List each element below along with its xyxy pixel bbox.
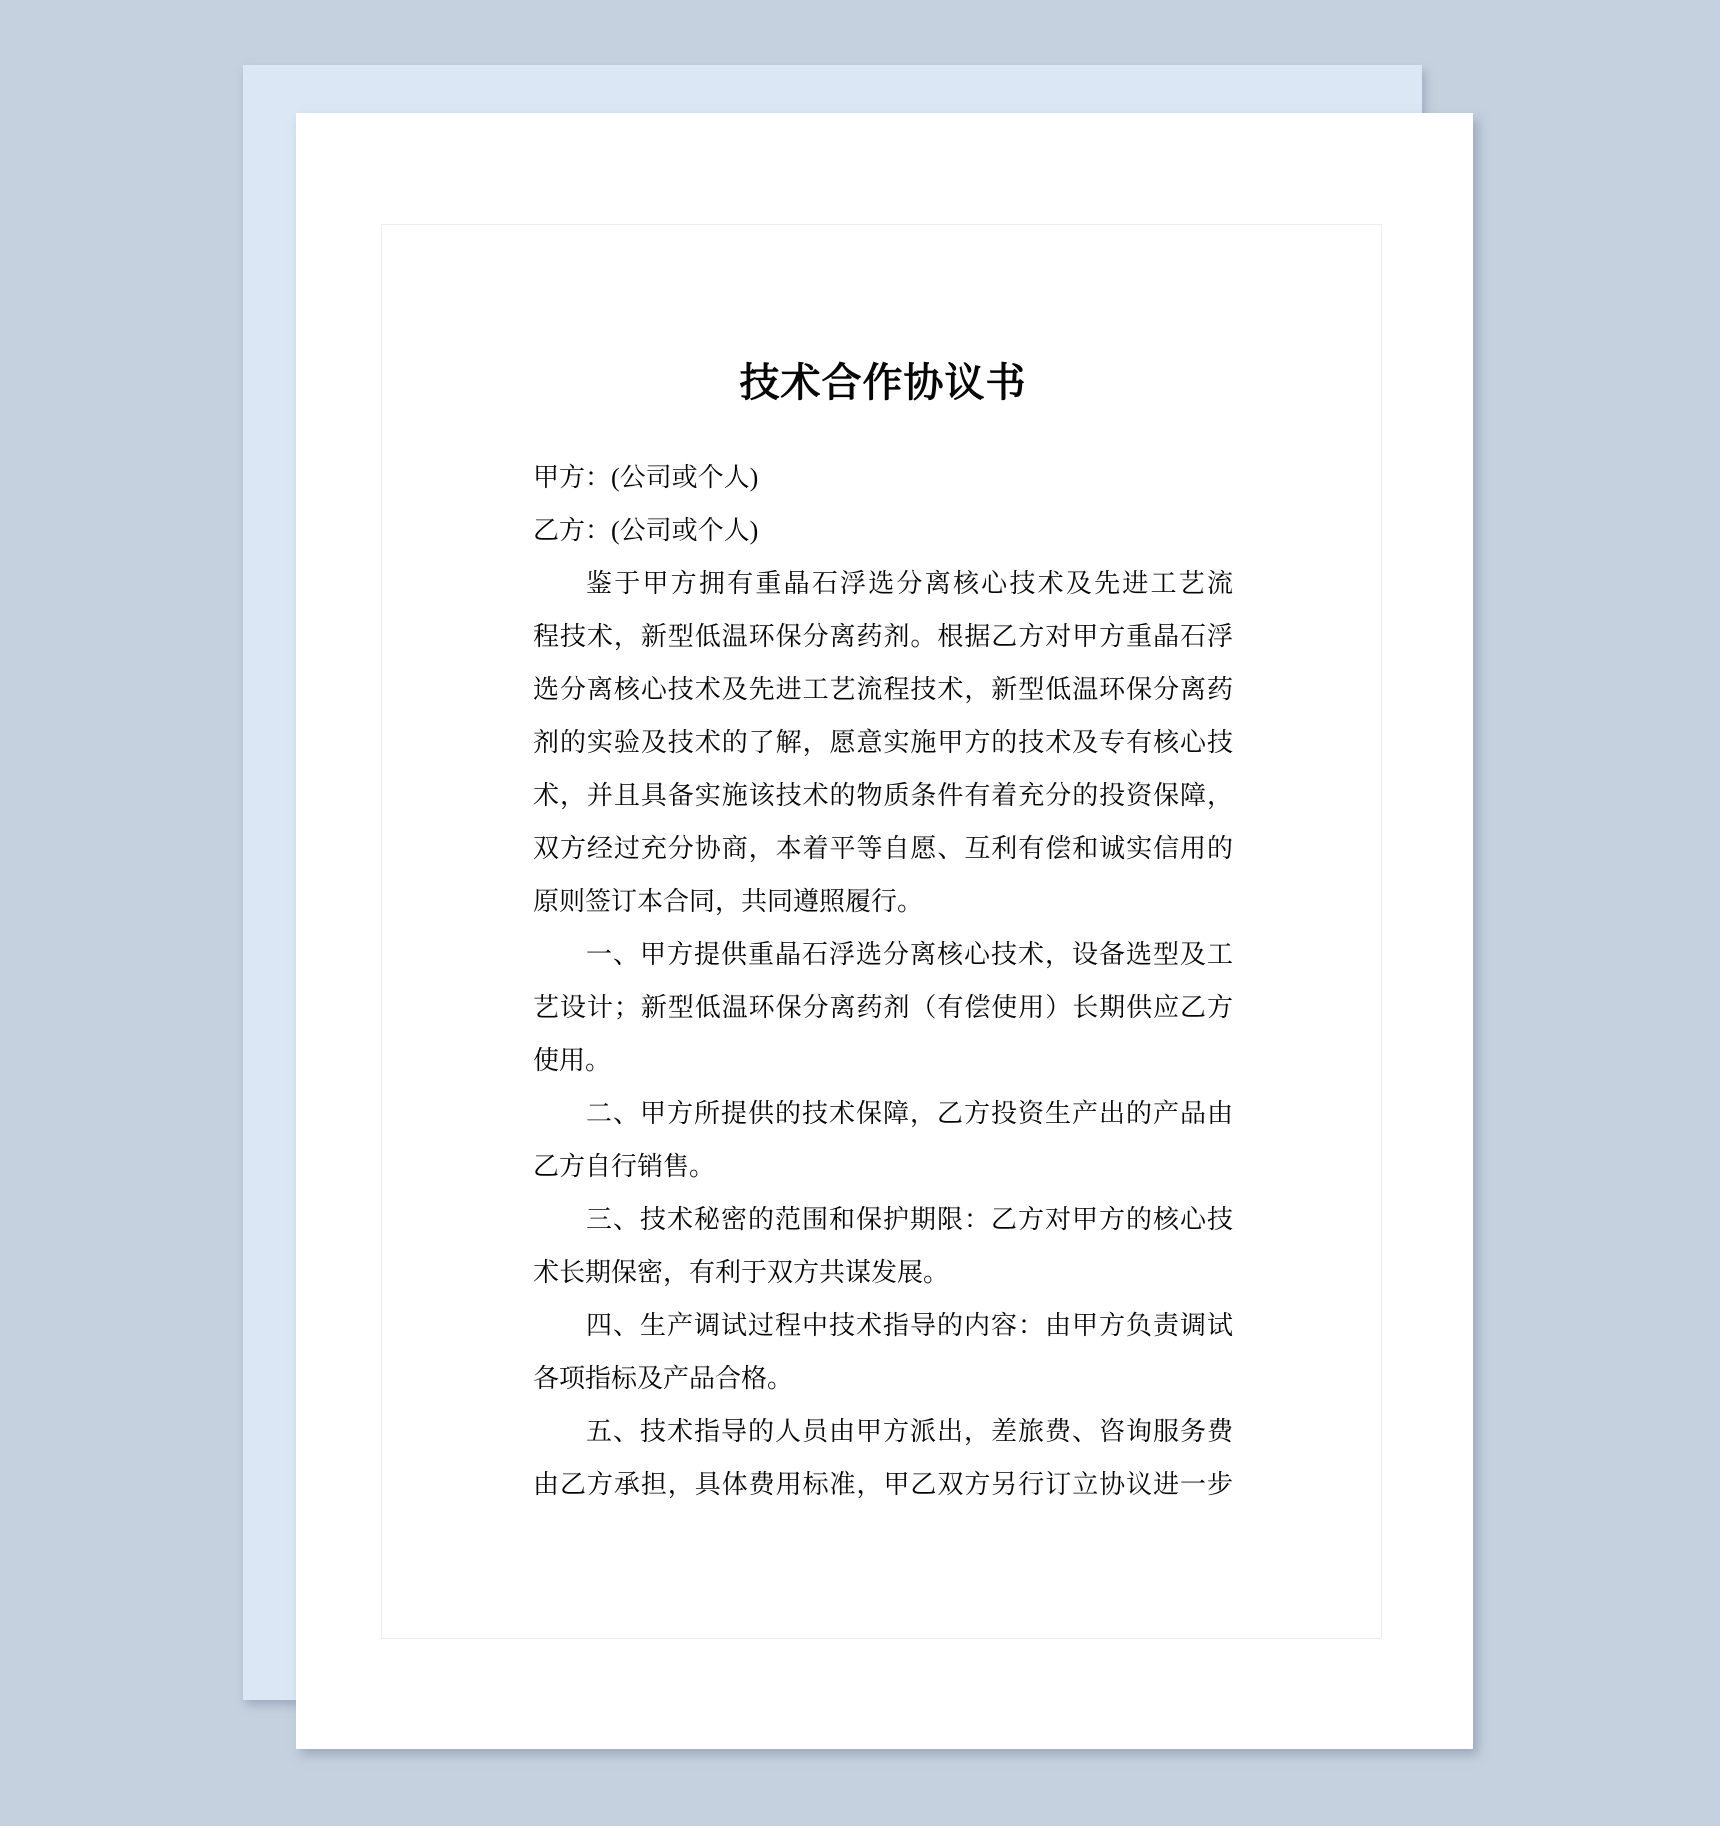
document-line: 五、技术指导的人员由甲方派出，差旅费、咨询服务费: [586, 1417, 1233, 1446]
document-line: 二、甲方所提供的技术保障，乙方投资生产出的产品由: [586, 1099, 1233, 1128]
document-line: 艺设计；新型低温环保分离药剂（有偿使用）长期供应乙方: [533, 993, 1233, 1022]
document-line: 剂的实验及技术的了解，愿意实施甲方的技术及专有核心技: [533, 728, 1233, 757]
document-line: 三、技术秘密的范围和保护期限：乙方对甲方的核心技: [586, 1205, 1233, 1234]
document-line: 一、甲方提供重晶石浮选分离核心技术，设备选型及工: [586, 940, 1233, 969]
document-line: 选分离核心技术及先进工艺流程技术，新型低温环保分离药: [533, 675, 1233, 704]
document-title: 技术合作协议书: [739, 360, 1027, 405]
document-line: 乙方自行销售。: [533, 1152, 716, 1181]
document-line: 甲方：(公司或个人): [533, 463, 759, 492]
document-line: 原则签订本合同，共同遵照履行。: [533, 887, 924, 916]
document-page: [296, 113, 1473, 1749]
document-line: 各项指标及产品合格。: [533, 1364, 794, 1393]
document-line: 四、生产调试过程中技术指导的内容：由甲方负责调试: [586, 1311, 1233, 1340]
document-line: 乙方：(公司或个人): [533, 516, 759, 545]
document-line: 术长期保密，有利于双方共谋发展。: [533, 1258, 950, 1287]
document-line: 使用。: [533, 1046, 612, 1075]
document-lines: [533, 451, 1233, 1511]
document-line: 由乙方承担，具体费用标准，甲乙双方另行订立协议进一步: [533, 1470, 1233, 1499]
document-line: 双方经过充分协商，本着平等自愿、互利有偿和诚实信用的: [533, 834, 1233, 863]
document-line: 鉴于甲方拥有重晶石浮选分离核心技术及先进工艺流: [586, 569, 1233, 598]
document-line: 术，并且具备实施该技术的物质条件有着充分的投资保障，: [533, 781, 1233, 810]
document-line: 程技术，新型低温环保分离药剂。根据乙方对甲方重晶石浮: [533, 622, 1233, 651]
